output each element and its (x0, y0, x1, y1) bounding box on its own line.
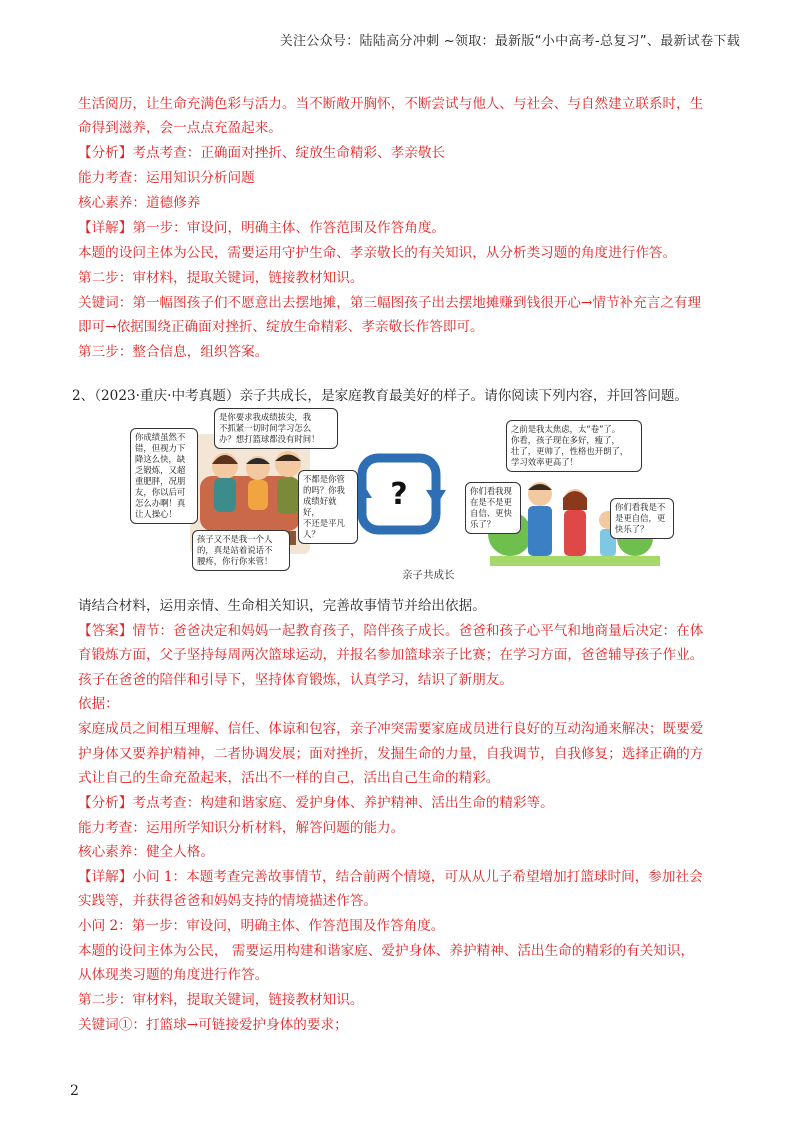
speech-bubble-child-after: 你们看我是不 是更自信，更 快乐了？ (610, 498, 674, 539)
answer-heading: 【答案】情节：爸爸决定和妈妈一起教育孩子，陪伴孩子成长。爸爸和孩子心平气和地商量后决定：在体 (78, 623, 704, 639)
text-line: 从体现类习题的角度进行作答。 (78, 967, 269, 983)
text-line: 命得到滋养，会一点点充盈起来。 (78, 120, 282, 136)
speech-bubble-father: 不都是你管 的吗？你我 成绩好就好， 不还是平凡 人？ (298, 470, 358, 544)
text-line: 育锻炼方面，父子坚持每周两次篮球运动，并报名参加篮球亲子比赛；在学习方面，爸爸辅导孩子作业。 (78, 647, 704, 663)
text-line: 关键词①：打篮球→可链接爱护身体的要求； (78, 1017, 348, 1033)
text-line: 小问 2：第一步：审设问，明确主体、作答范围及作答角度。 (78, 918, 445, 934)
speech-bubble-mother: 你成绩虽然不 错，但视力下 降这么快，缺 乏锻炼，又超 重肥胖，况朋 友，你以后可 怎么办啊！真 让人操心！ (130, 428, 198, 524)
text-line: 实践等，并获得爸爸和妈妈支持的情境描述作答。 (78, 893, 378, 909)
comic-illustration (130, 406, 670, 584)
speech-bubble-child: 是你要求我成绩拔尖，我 不抓紧一切时间学习怎么 办？想打篮球都没有时间！ (214, 408, 338, 449)
text-line: 即可→依据围绕正确面对挫折、绽放生命精彩、孝亲敬长作答即可。 (78, 319, 484, 335)
text-line: 第二步：审材料，提取关键词，链接教材知识。 (78, 992, 364, 1008)
analysis-heading: 【分析】考点考查：正确面对挫折、绽放生命精彩、孝亲敬长 (78, 145, 446, 161)
text-line: 关键词：第一幅图孩子们不愿意出去摆地摊，第三幅图孩子出去摆地摊赚到钱很开心→情节补充言之有理 (78, 295, 702, 311)
question-source: 2、（2023·重庆·中考真题） (72, 388, 240, 404)
text-line: 孩子在爸爸的陪伴和引导下，坚持体育锻炼，认真学习，结识了新朋友。 (78, 672, 513, 688)
text-line: 第二步：审材料，提取关键词，链接教材知识。 (78, 270, 364, 286)
text-line: 生活阅历，让生命充满色彩与活力。当不断敞开胸怀，不断尝试与他人、与社会、与自然建立联系时，生 (78, 96, 704, 112)
text-line: 第三步：整合信息，组织答案。 (78, 344, 269, 360)
text-line: 能力考查：运用知识分析问题 (78, 170, 255, 186)
text-line: 护身体又要养护精神，二者协调发展；面对挫折，发掘生命的力量，自我调节，自我修复；选择正确的方 (78, 746, 704, 762)
text-line: 能力考查：运用所学知识分析材料，解答问题的能力。 (78, 820, 405, 836)
illustration-caption: 亲子共成长 (402, 569, 455, 581)
question-title (72, 386, 688, 406)
question-mark: ? (390, 477, 408, 512)
question-prompt: 请结合材料，运用亲情、生命相关知识，完善故事情节并给出依据。 (78, 598, 486, 614)
text-line: 家庭成员之间相互理解、信任、体谅和包容，亲子冲突需要家庭成员进行良好的互动沟通来解决；既要爱 (78, 721, 704, 737)
speech-bubble-parent-after: 之前是我太焦虑，太“卷”了。 你看，孩子现在多好，瘦了， 壮了，更帅了，性格也开朗了， 学习效率更高了！ (506, 420, 642, 472)
question-text: 亲子共成长，是家庭教育最美好的样子。请你阅读下列内容，并回答问题。 (239, 388, 689, 404)
explain-heading: 【详解】第一步：审设问，明确主体、作答范围及作答角度。 (78, 220, 446, 236)
analysis-heading-2: 【分析】考点考查：构建和谐家庭、爱护身体、养护精神、活出生命的精彩等。 (78, 795, 554, 811)
speech-bubble-child-2: 孩子又不是我一个人 的，真是站着说话不 腰疼，你行你来管！ (192, 530, 290, 571)
speech-bubble-family-after: 你们看我现 在是不是更 自信、更快 乐了？ (465, 482, 521, 534)
page-number: 2 (70, 1083, 79, 1099)
explain-heading-2: 【详解】小问 1：本题考查完善故事情节，结合前两个情境，可从从儿子希望增加打篮球时间，参加社会 (78, 869, 703, 885)
text-line: 本题的设问主体为公民，需要运用守护生命、孝亲敬长的有关知识，从分析类习题的角度进行作答。 (78, 245, 677, 261)
text-line: 式让自己的生命充盈起来，活出不一样的自己，活出自己生命的精彩。 (78, 770, 500, 786)
text-line: 本题的设问主体为公民， 需要运用构建和谐家庭、爱护身体、养护精神、活出生命的精彩的有关知识， (78, 943, 695, 959)
page-header: 关注公众号：陆陆高分冲刺 ~领取：最新版“小中高考-总复习”、最新试卷下载 (279, 34, 740, 49)
basis-label: 依据： (78, 696, 119, 712)
text-line: 核心素养：道德修养 (78, 195, 201, 211)
text-line: 核心素养：健全人格。 (78, 844, 214, 860)
